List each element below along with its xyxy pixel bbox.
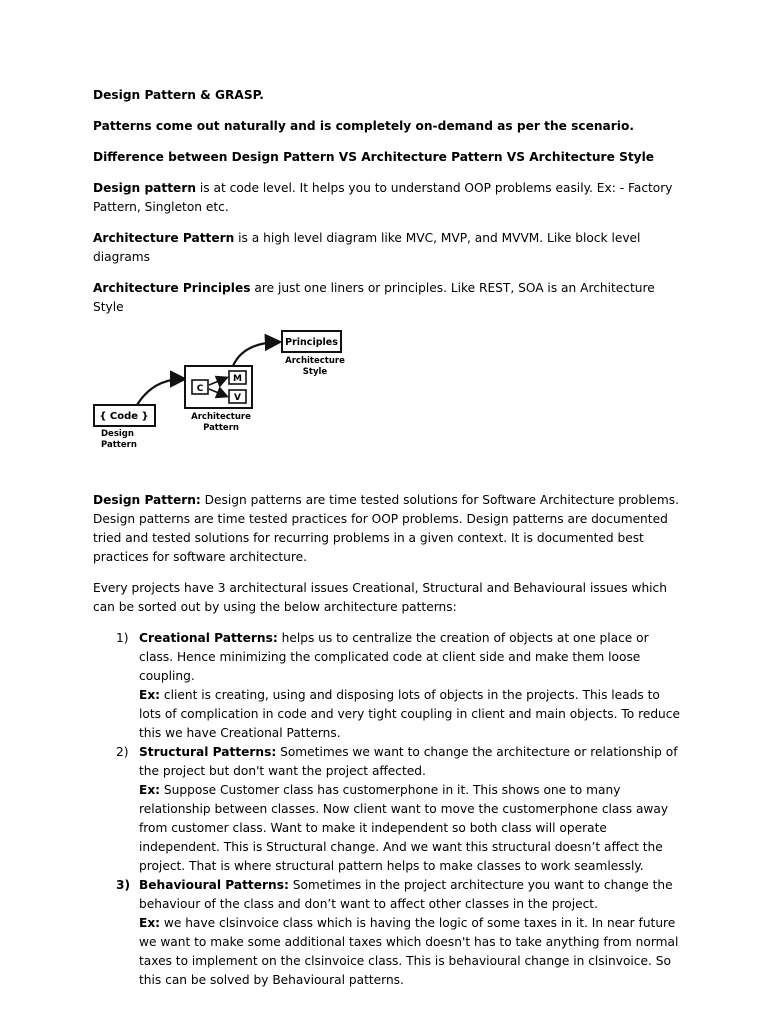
list-item-number: 2) (116, 745, 129, 759)
principles-caption-line1: Architecture (285, 356, 345, 366)
principles-caption-line2: Style (302, 367, 328, 377)
code-box-label: { Code } (99, 411, 149, 422)
definition-design-pattern: Design pattern is at code level. It helps you to understand OOP problems easily. Ex: - Factory Pattern, Singleton etc. (93, 181, 673, 214)
difference-heading: Difference between Design Pattern VS Architecture Pattern VS Architecture Style (93, 150, 655, 164)
list-item: 1) Creational Patterns: helps us to centralize the creation of objects at one place or class. Hence minimizing the complicated code at client side and make them loose coupling. Ex: client is creating, using and disposing lots of objects in the projects. This leads to lots of complication in code and very tight coupling in client and main objects. To reduce this we have Creational Patterns. (116, 631, 680, 740)
diagram-svg (93, 329, 345, 451)
architecture-caption-line2: Pattern (203, 423, 239, 433)
v-box-label: V (234, 393, 241, 403)
architecture-caption-line1: Architecture (191, 412, 251, 422)
intro-paragraph: Every projects have 3 architectural issues Creational, Structural and Behavioural issues which can be sorted out by using the below architecture patterns: (93, 581, 667, 614)
definition-architecture-principles: Architecture Principles are just one liners or principles. Like REST, SOA is an Architecture Style (93, 281, 655, 314)
code-caption-line1: Design (101, 429, 134, 439)
code-caption-line2: Pattern (101, 440, 137, 450)
list-item: 3) Behavioural Patterns: Sometimes in the project architecture you want to change the behaviour of the class and don’t want to affect other classes in the project. Ex: we have clsinvoice class which is having the logic of some taxes in it. In near future we want to make some additional taxes which doesn't has to take anything from normal taxes to implement on the clsinvoice class. This is behavioural change in clsinvoice. So this can be solved by Behavioural patterns. (116, 878, 679, 987)
arrow-architecture-to-principles (233, 342, 278, 366)
m-box-label: M (233, 374, 242, 384)
definition-architecture-pattern: Architecture Pattern is a high level diagram like MVC, MVP, and MVVM. Like block level diagrams (93, 231, 641, 264)
list-item-number: 3) (116, 878, 131, 892)
principles-box-label: Principles (285, 337, 338, 348)
document-body (93, 86, 683, 990)
document-subtitle: Patterns come out naturally and is completely on-demand as per the scenario. (93, 119, 634, 133)
patterns-list (93, 629, 683, 990)
document-title: Design Pattern & GRASP. (93, 88, 264, 102)
design-pattern-paragraph: Design Pattern: Design patterns are time tested solutions for Software Architecture problems. Design patterns are time tested practices for OOP problems. Design patterns are documented tried and tested solutions for recurring problems in a given context. It is documented best practices for software architecture. (93, 493, 679, 564)
pattern-levels-diagram (93, 329, 345, 451)
list-item-number: 1) (116, 631, 129, 645)
list-item: 2) Structural Patterns: Sometimes we want to change the architecture or relationship of the project but don't want the project affected. Ex: Suppose Customer class has customerphone in it. This shows one to many relationship between classes. Now client want to move the customerphone class away from customer class. Want to make it independent so both class will operate independent. This is Structural change. And we want this structural doesn’t affect the project. That is where structural pattern helps to make classes to work seamlessly. (116, 745, 678, 873)
arrow-code-to-architecture (137, 379, 183, 405)
c-box-label: C (196, 384, 204, 394)
